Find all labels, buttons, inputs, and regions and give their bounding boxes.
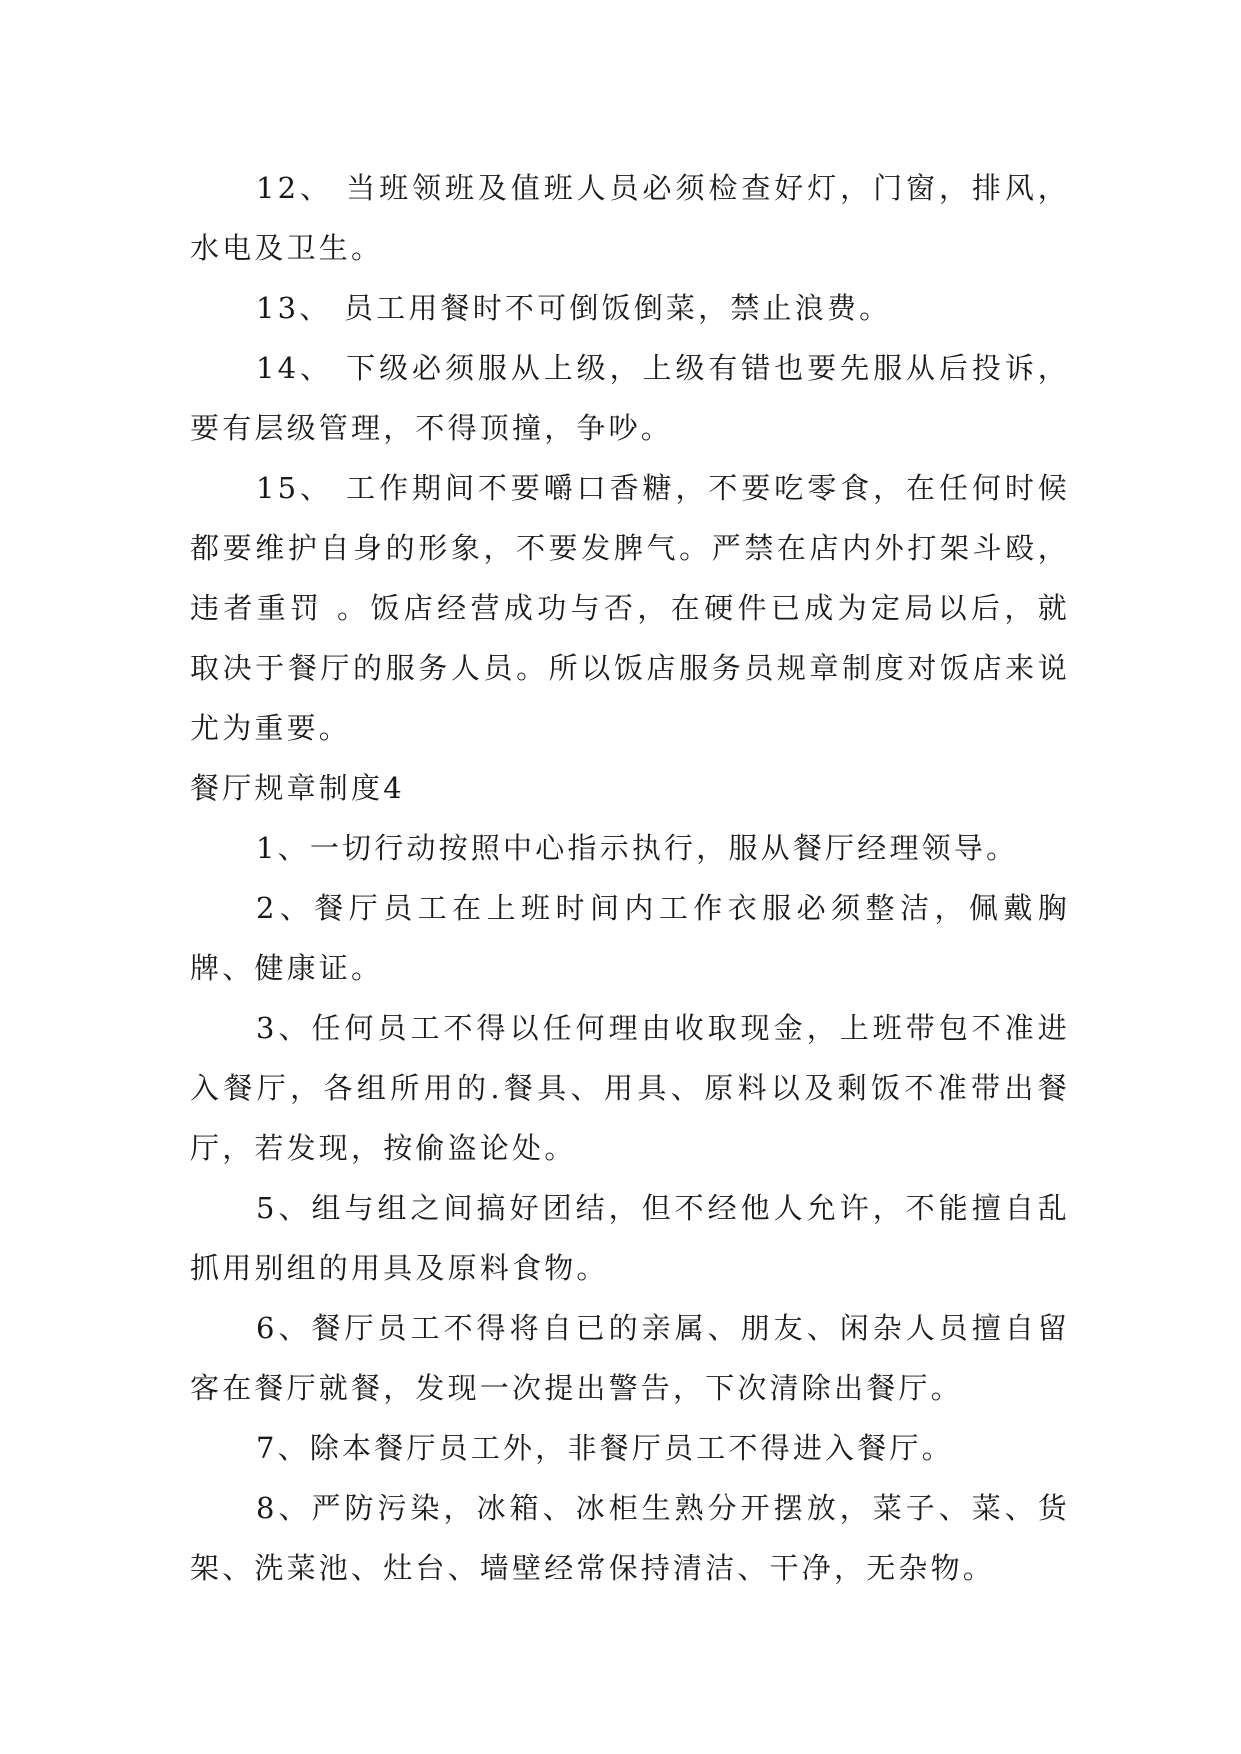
paragraph-item-13: 13、 员工用餐时不可倒饭倒菜，禁止浪费。	[256, 291, 892, 325]
rule-item-1: 1、一切行动按照中心指示执行，服从餐厅经理领导。	[256, 831, 1019, 865]
rule-item-3: 3、任何员工不得以任何理由收取现金，上班带包不准进入餐厅，各组所用的.餐具、用具、原料以及剩饭不准带出餐厅，若发现，按偷盗论处。	[190, 1011, 1070, 1165]
paragraph-item-15: 15、 工作期间不要嚼口香糖，不要吃零食，在任何时候都要维护自身的形象，不要发脾气。严禁在店内外打架斗殴，违者重罚 。饭店经营成功与否，在硬件已成为定局以后，就取决于餐厅的服务人员。所以饭店服务员规章制度对饭店来说尤为重要。	[190, 471, 1070, 745]
paragraph-item-12: 12、 当班领班及值班人员必须检查好灯，门窗，排风，水电及卫生。	[190, 171, 1070, 265]
section-title: 餐厅规章制度4	[190, 771, 405, 805]
rule-item-8: 8、严防污染，冰箱、冰柜生熟分开摆放，菜子、菜、货架、洗菜池、灶台、墙壁经常保持清洁、干净，无杂物。	[190, 1491, 1070, 1585]
paragraph-item-14: 14、 下级必须服从上级，上级有错也要先服从后投诉，要有层级管理，不得顶撞，争吵。	[190, 351, 1070, 445]
rule-item-2: 2、餐厅员工在上班时间内工作衣服必须整洁，佩戴胸牌、健康证。	[190, 891, 1070, 985]
document-body	[190, 158, 1070, 1598]
rule-item-7: 7、除本餐厅员工外，非餐厅员工不得进入餐厅。	[256, 1431, 954, 1465]
rule-item-5: 5、组与组之间搞好团结，但不经他人允许，不能擅自乱抓用别组的用具及原料食物。	[190, 1191, 1070, 1285]
rule-item-6: 6、餐厅员工不得将自已的亲属、朋友、闲杂人员擅自留客在餐厅就餐，发现一次提出警告，下次清除出餐厅。	[190, 1311, 1070, 1405]
